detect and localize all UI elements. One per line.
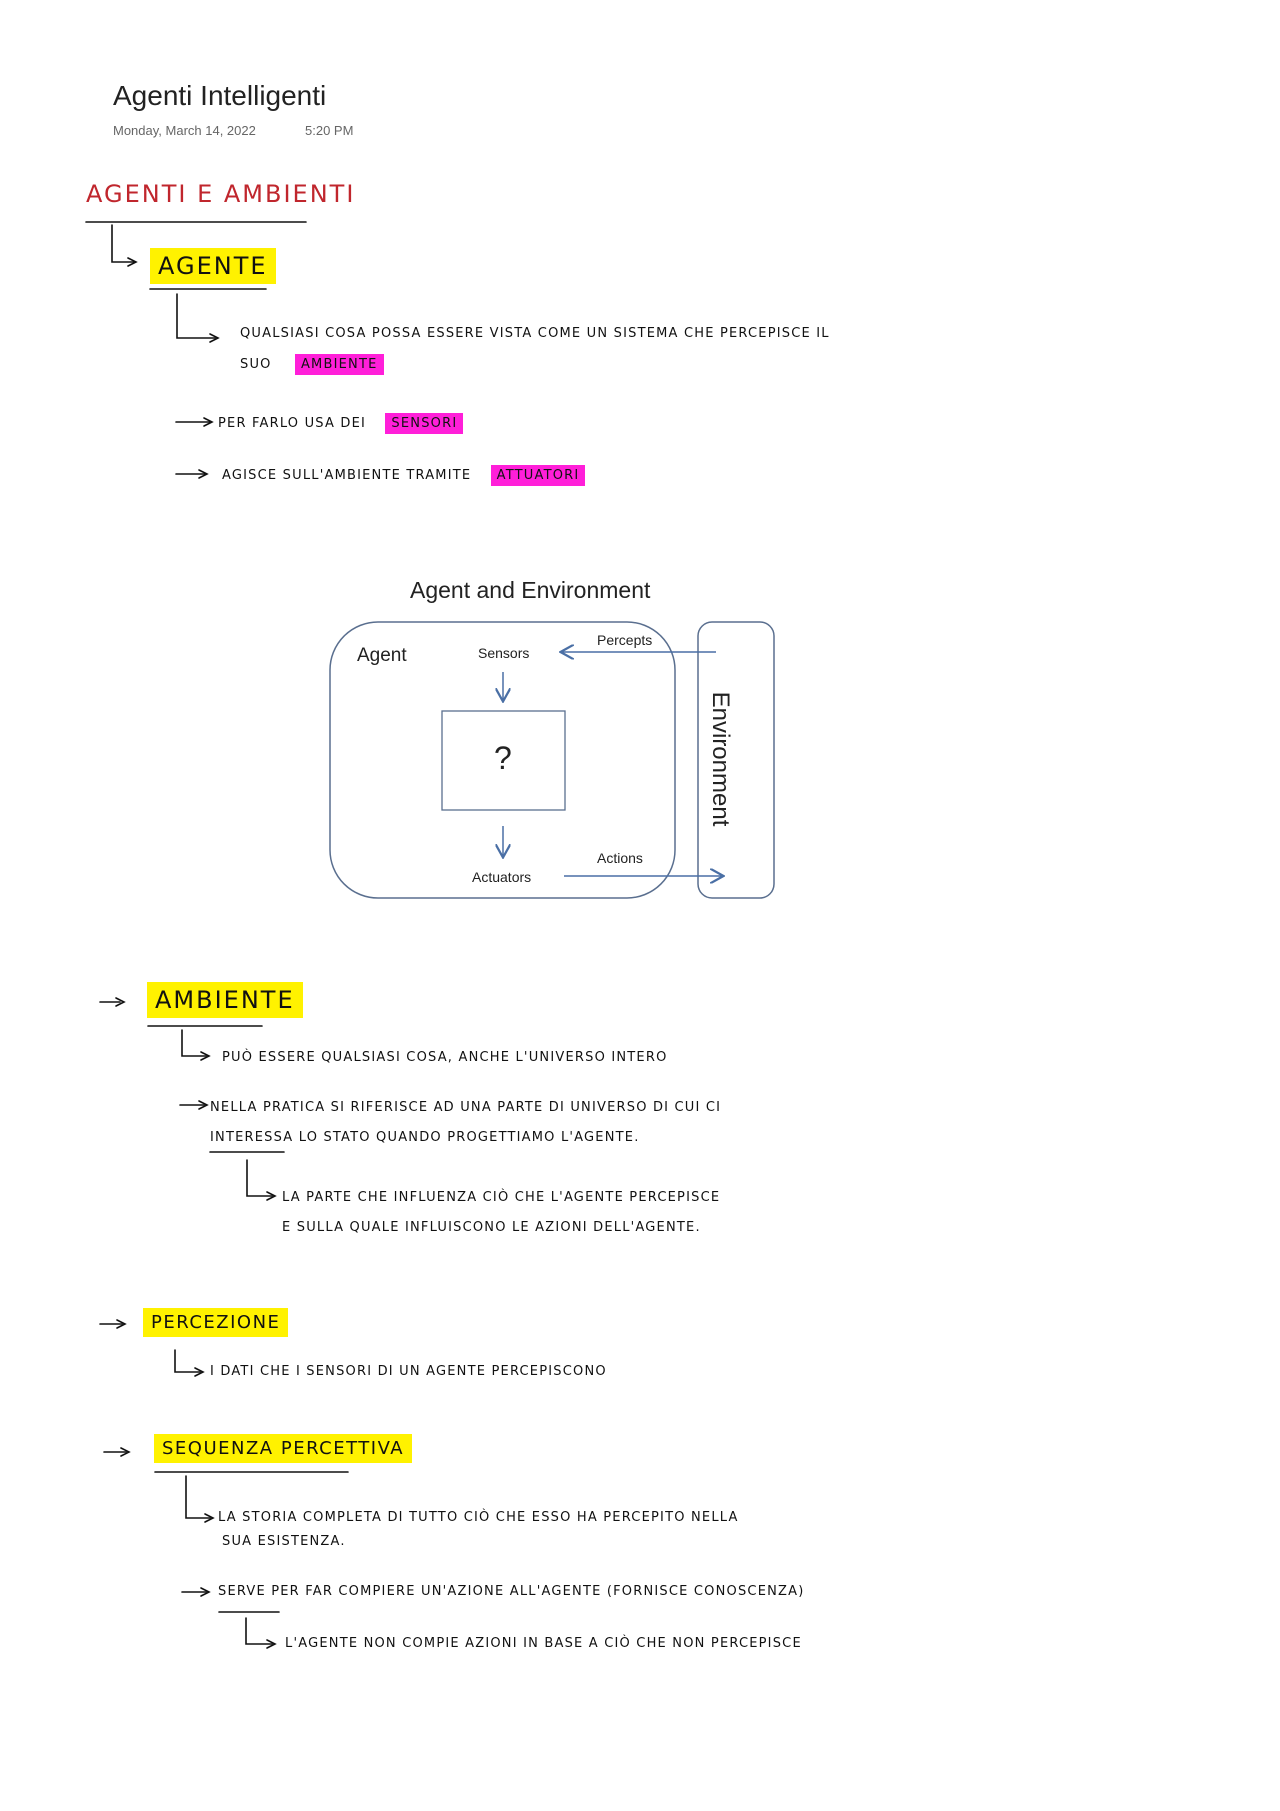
perception-text: PER FARLO USA DEI: [218, 416, 367, 431]
sensori-highlight: SENSORI: [385, 413, 463, 434]
environment-label: Environment: [707, 691, 734, 827]
parte-line1: LA PARTE CHE INFLUENZA CIÒ CHE L'AGENTE PERCEPISCE: [282, 1190, 721, 1205]
ambiente-highlight: AMBIENTE: [295, 354, 384, 375]
agente-highlight: AGENTE: [150, 248, 276, 284]
agente-def-suo: SUO: [240, 357, 272, 372]
sequenza-label: [154, 1438, 412, 1459]
page-date: Monday, March 14, 2022: [113, 123, 256, 138]
section-heading: AGENTI E AMBIENTI: [86, 180, 356, 208]
ambiente-section-highlight: AMBIENTE: [147, 982, 303, 1018]
page-title: Agenti Intelligenti: [113, 80, 327, 111]
agente-non-compie-line: L'AGENTE NON COMPIE AZIONI IN BASE A CIÒ CHE NON PERCEPISCE: [285, 1636, 802, 1651]
actuators-label: Actuators: [472, 869, 532, 885]
agent-label: Agent: [357, 645, 407, 666]
diagram-title: Agent and Environment: [410, 577, 651, 603]
percezione-highlight: PERCEZIONE: [143, 1308, 288, 1337]
page-time: 5:20 PM: [305, 123, 354, 138]
percezione-label: [143, 1312, 288, 1333]
sensors-label: Sensors: [478, 645, 530, 661]
pratica-line2: INTERESSA LO STATO QUANDO PROGETTIAMO L'AGENTE.: [210, 1130, 640, 1145]
unknown-label: ?: [494, 740, 512, 776]
ambiente-definition: PUÒ ESSERE QUALSIASI COSA, ANCHE L'UNIVERSO INTERO: [222, 1050, 668, 1065]
attuatori-highlight: ATTUATORI: [491, 465, 586, 486]
percepts-label: Percepts: [597, 632, 653, 648]
sequenza-highlight: SEQUENZA PERCETTIVA: [154, 1434, 412, 1463]
percezione-definition: I DATI CHE I SENSORI DI UN AGENTE PERCEPISCONO: [210, 1364, 607, 1379]
sequenza-def-line1: LA STORIA COMPLETA DI TUTTO CIÒ CHE ESSO HA PERCEPITO NELLA: [218, 1510, 739, 1525]
action-text: AGISCE SULL'AMBIENTE TRAMITE: [222, 468, 472, 483]
parte-line2: E SULLA QUALE INFLUISCONO LE AZIONI DELL'AGENTE.: [282, 1220, 701, 1235]
agente-definition-line1: QUALSIASI COSA POSSA ESSERE VISTA COME UN SISTEMA CHE PERCEPISCE IL: [240, 326, 830, 341]
pratica-line1: NELLA PRATICA SI RIFERISCE AD UNA PARTE DI UNIVERSO DI CUI CI: [210, 1100, 722, 1115]
ambiente-label: [147, 986, 303, 1014]
actions-label: Actions: [597, 850, 643, 866]
serve-line: SERVE PER FAR COMPIERE UN'AZIONE ALL'AGENTE (FORNISCE CONOSCENZA): [218, 1584, 805, 1599]
sequenza-def-line2: SUA ESISTENZA.: [222, 1534, 346, 1549]
